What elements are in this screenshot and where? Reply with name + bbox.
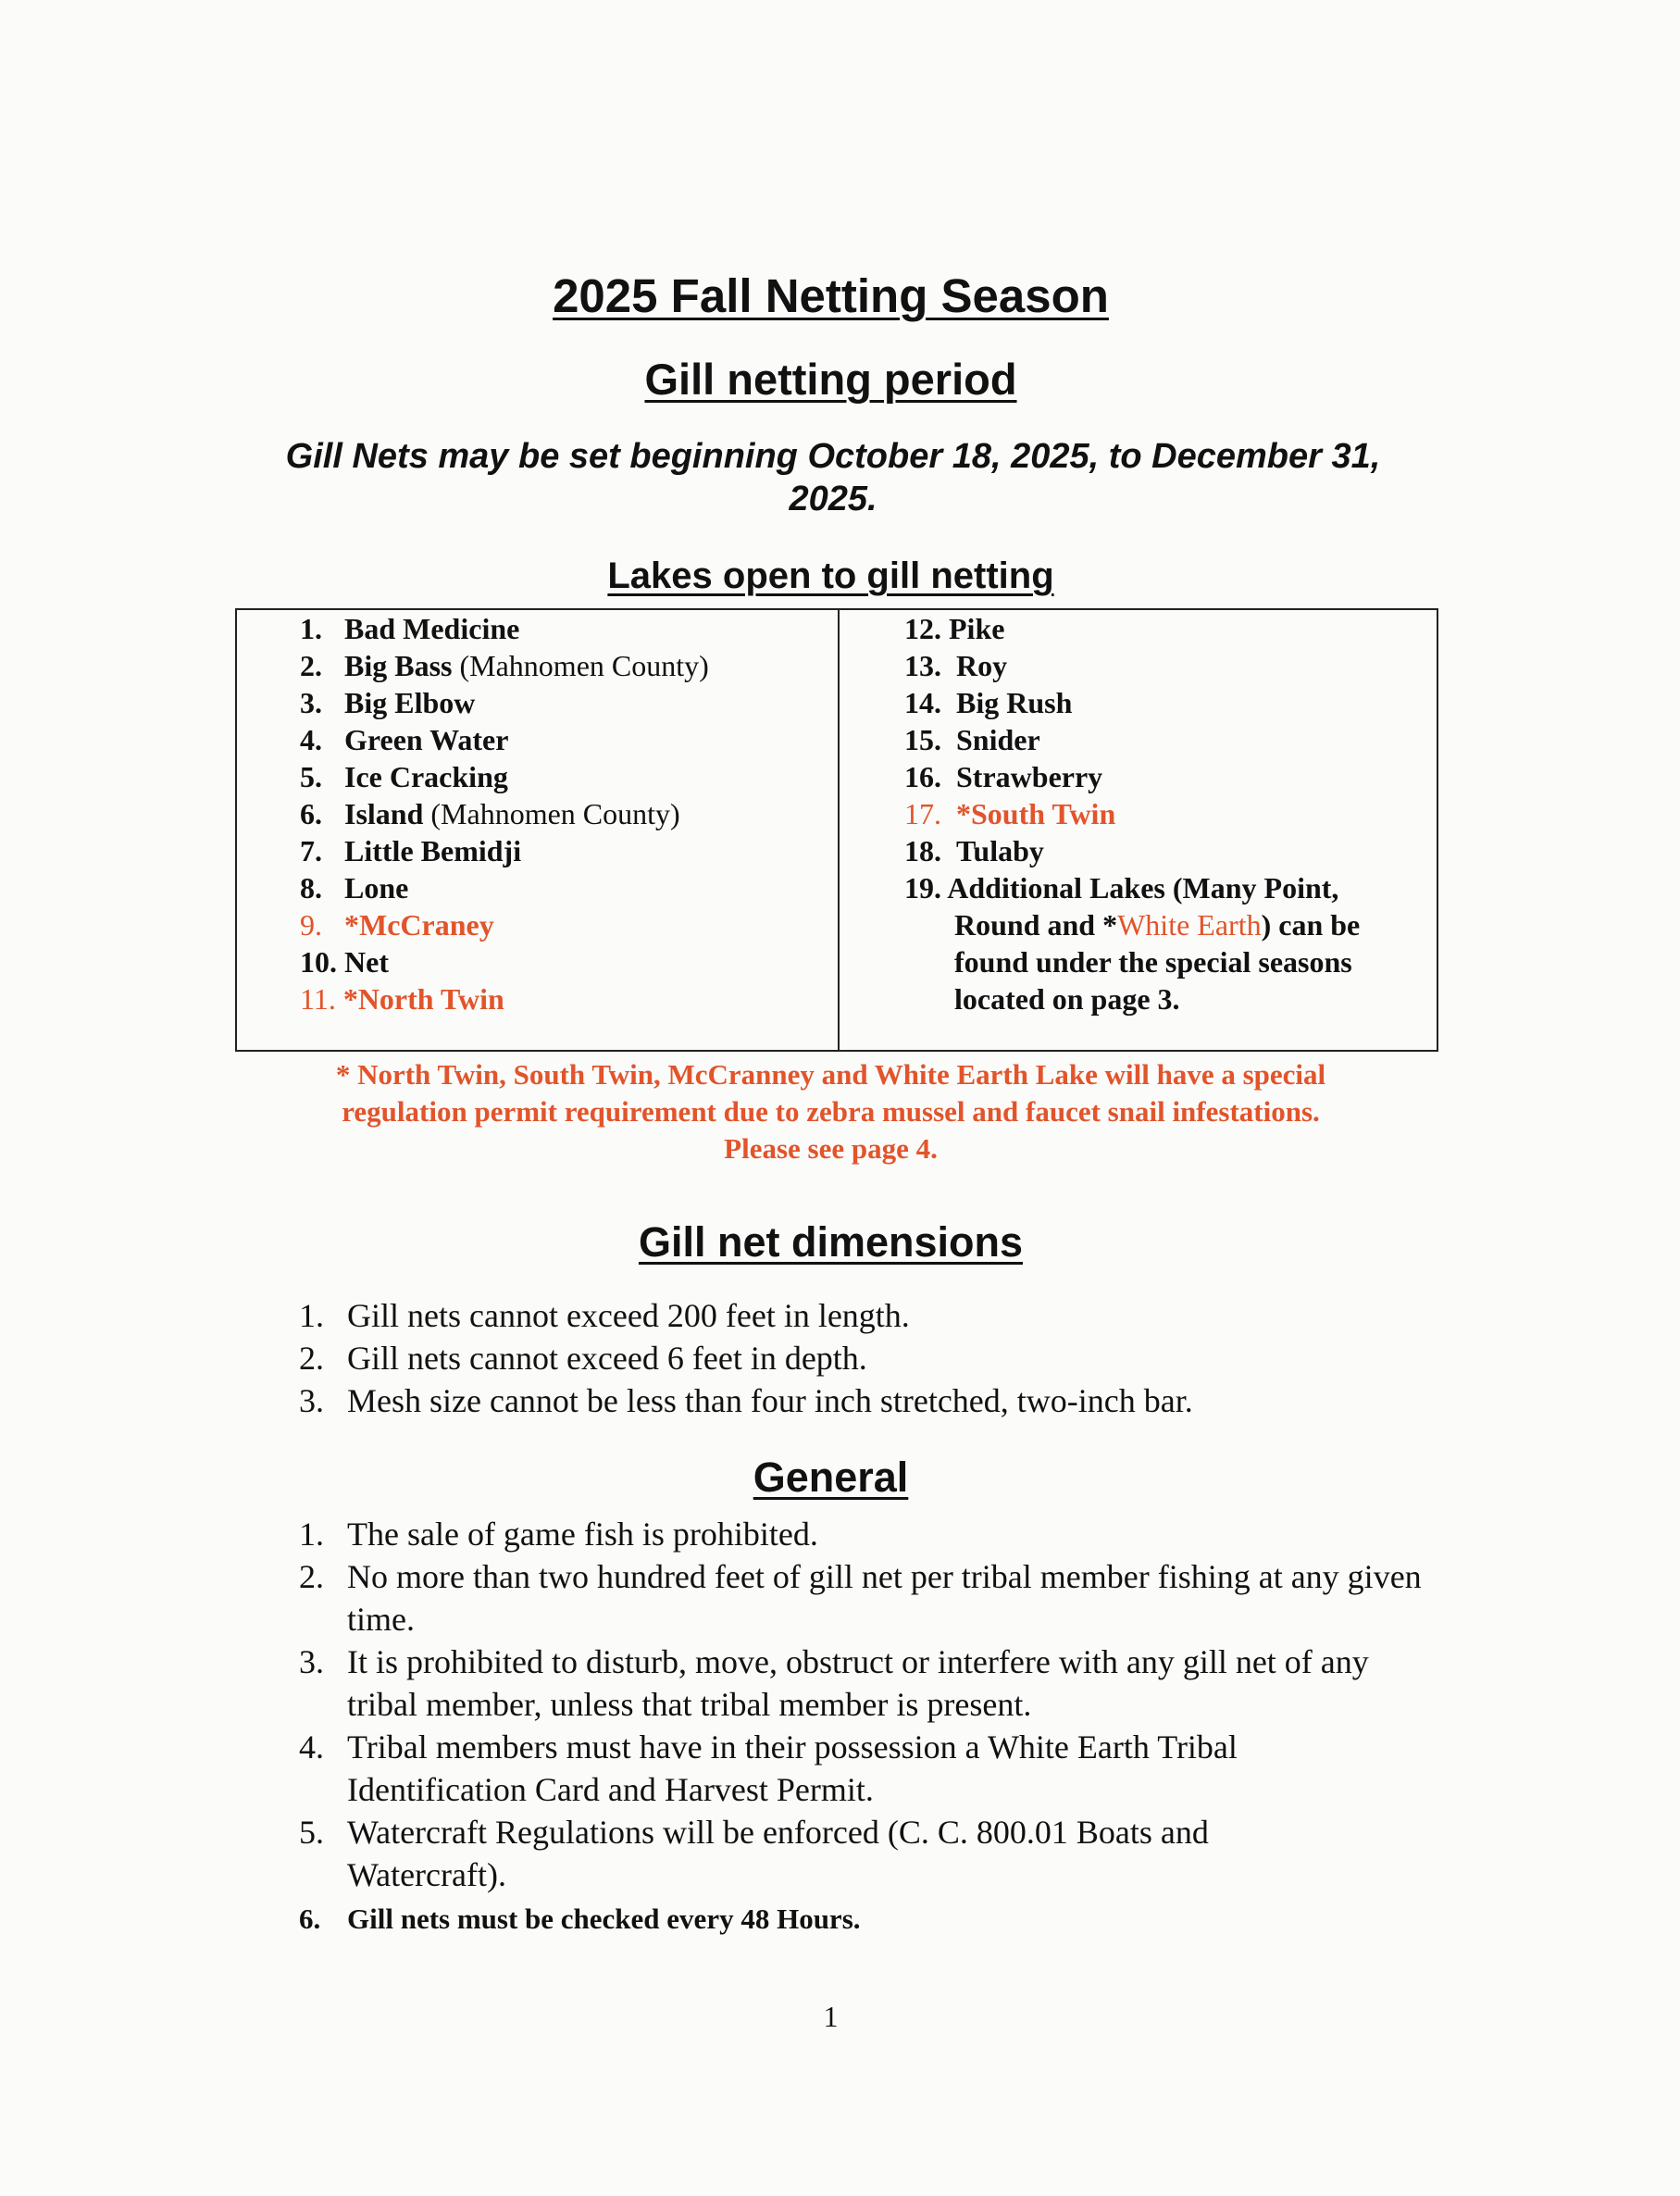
lake-name: Snider bbox=[956, 723, 1040, 756]
lake-item bbox=[904, 610, 1004, 647]
additional-text: ) can be bbox=[1261, 908, 1361, 942]
note-line: Please see page 4. bbox=[724, 1132, 938, 1165]
lake-county: (Mahnomen County) bbox=[452, 649, 709, 682]
lake-item bbox=[904, 684, 1072, 721]
item-text: Mesh size cannot be less than four inch stretched, two-inch bar. bbox=[347, 1382, 1193, 1419]
lake-number: 6. bbox=[300, 797, 322, 830]
lakes-left-column bbox=[237, 610, 840, 1050]
additional-text: located on page 3. bbox=[954, 982, 1180, 1016]
item-number: 3. bbox=[299, 1382, 324, 1419]
lake-number: 11. bbox=[300, 982, 336, 1016]
item-text: Watercraft Regulations will be enforced (C. C. 800.01 Boats and Watercraft). bbox=[347, 1814, 1209, 1893]
lake-name: Tulaby bbox=[956, 834, 1044, 867]
additional-line-3 bbox=[954, 943, 1352, 980]
item-number: 6. bbox=[299, 1903, 321, 1935]
lake-item bbox=[300, 684, 475, 721]
lake-name: Strawberry bbox=[956, 760, 1103, 793]
lake-number: 19. bbox=[904, 871, 941, 905]
note-line: regulation permit requirement due to zebra mussel and faucet snail infestations. bbox=[342, 1095, 1320, 1128]
lake-name: Big Bass bbox=[344, 649, 453, 682]
lake-item bbox=[300, 832, 521, 869]
lake-name: Pike bbox=[949, 612, 1005, 645]
lake-name: Lone bbox=[344, 871, 409, 905]
item-text: The sale of game fish is prohibited. bbox=[347, 1516, 818, 1553]
item-number: 5. bbox=[299, 1814, 324, 1851]
lake-number: 7. bbox=[300, 834, 322, 867]
item-text: Gill nets cannot exceed 200 feet in length. bbox=[347, 1297, 910, 1334]
lake-number: 15. bbox=[904, 723, 941, 756]
lake-number: 8. bbox=[300, 871, 322, 905]
item-number: 4. bbox=[299, 1728, 324, 1766]
white-earth-highlight: White Earth bbox=[1117, 908, 1262, 942]
lake-number: 5. bbox=[300, 760, 322, 793]
lakes-heading: Lakes open to gill netting bbox=[607, 555, 1054, 596]
item-text: Gill nets must be checked every 48 Hours. bbox=[347, 1903, 861, 1935]
lake-name: Net bbox=[344, 945, 389, 979]
lake-item-additional bbox=[904, 869, 1338, 906]
lake-item bbox=[904, 832, 1044, 869]
lake-name: Big Elbow bbox=[344, 686, 476, 719]
lake-item-highlighted bbox=[300, 980, 504, 1017]
item-number: 2. bbox=[299, 1558, 324, 1595]
additional-line-2 bbox=[954, 906, 1360, 943]
lake-number: 10. bbox=[300, 945, 337, 979]
lake-item bbox=[300, 758, 508, 795]
lake-name: Island bbox=[344, 797, 424, 830]
lake-item bbox=[300, 869, 408, 906]
lake-number: 14. bbox=[904, 686, 941, 719]
lake-name: Bad Medicine bbox=[344, 612, 520, 645]
item-number: 1. bbox=[299, 1297, 324, 1334]
item-text: No more than two hundred feet of gill net per tribal member fishing at any given time. bbox=[347, 1558, 1422, 1638]
item-text: Tribal members must have in their possession a White Earth Tribal Identification Card and Harvest Permit. bbox=[347, 1728, 1238, 1808]
additional-line-4 bbox=[954, 980, 1180, 1017]
lake-county: (Mahnomen County) bbox=[423, 797, 680, 830]
lake-number: 9. bbox=[300, 908, 322, 942]
note-line: * North Twin, South Twin, McCranney and White Earth Lake will have a special bbox=[335, 1058, 1326, 1091]
lake-item bbox=[300, 795, 680, 832]
lake-number: 4. bbox=[300, 723, 322, 756]
gill-net-dimensions-heading: Gill net dimensions bbox=[638, 1218, 1024, 1266]
lake-number: 3. bbox=[300, 686, 322, 719]
gill-netting-period-heading: Gill netting period bbox=[644, 355, 1017, 404]
item-text: It is prohibited to disturb, move, obstruct or interfere with any gill net of any tribal member, unless that tribal member is present. bbox=[347, 1643, 1369, 1723]
item-number: 1. bbox=[299, 1516, 324, 1553]
lake-item bbox=[904, 721, 1040, 758]
special-regulation-note bbox=[0, 1056, 1661, 1167]
lake-item bbox=[300, 610, 519, 647]
lake-name: Green Water bbox=[344, 723, 509, 756]
lake-item-highlighted bbox=[300, 906, 494, 943]
additional-line-1: Additional Lakes (Many Point, bbox=[947, 871, 1339, 905]
lake-number: 1. bbox=[300, 612, 322, 645]
lake-number: 18. bbox=[904, 834, 941, 867]
page-number: 1 bbox=[823, 2000, 839, 2033]
lake-name: Roy bbox=[956, 649, 1008, 682]
lake-item bbox=[904, 758, 1102, 795]
item-number: 3. bbox=[299, 1643, 324, 1680]
lake-name: Little Bemidji bbox=[344, 834, 522, 867]
lake-item bbox=[300, 943, 389, 980]
lake-name: Ice Cracking bbox=[344, 760, 508, 793]
additional-text: found under the special seasons bbox=[954, 945, 1352, 979]
lake-item bbox=[300, 647, 709, 684]
item-text: Gill nets cannot exceed 6 feet in depth. bbox=[347, 1340, 867, 1377]
lake-name: *McCraney bbox=[344, 908, 494, 942]
lake-number: 16. bbox=[904, 760, 941, 793]
general-heading: General bbox=[753, 1454, 909, 1501]
lake-number: 17. bbox=[904, 797, 941, 830]
lake-name: *South Twin bbox=[956, 797, 1116, 830]
lake-number: 13. bbox=[904, 649, 941, 682]
lake-number: 12. bbox=[904, 612, 941, 645]
page-title: 2025 Fall Netting Season bbox=[553, 269, 1109, 322]
lake-item bbox=[300, 721, 508, 758]
lakes-table bbox=[235, 608, 1438, 1052]
lake-item bbox=[904, 647, 1007, 684]
additional-text: Round and * bbox=[954, 908, 1118, 942]
lakes-right-column bbox=[840, 610, 1437, 1050]
lake-name: Big Rush bbox=[956, 686, 1073, 719]
lake-number: 2. bbox=[300, 649, 322, 682]
lake-name: *North Twin bbox=[342, 982, 504, 1016]
item-number: 2. bbox=[299, 1340, 324, 1377]
lake-item-highlighted bbox=[904, 795, 1115, 832]
gill-netting-period-text: Gill Nets may be set beginning October 18, 2025, to December 31, 2025. bbox=[285, 437, 1381, 518]
